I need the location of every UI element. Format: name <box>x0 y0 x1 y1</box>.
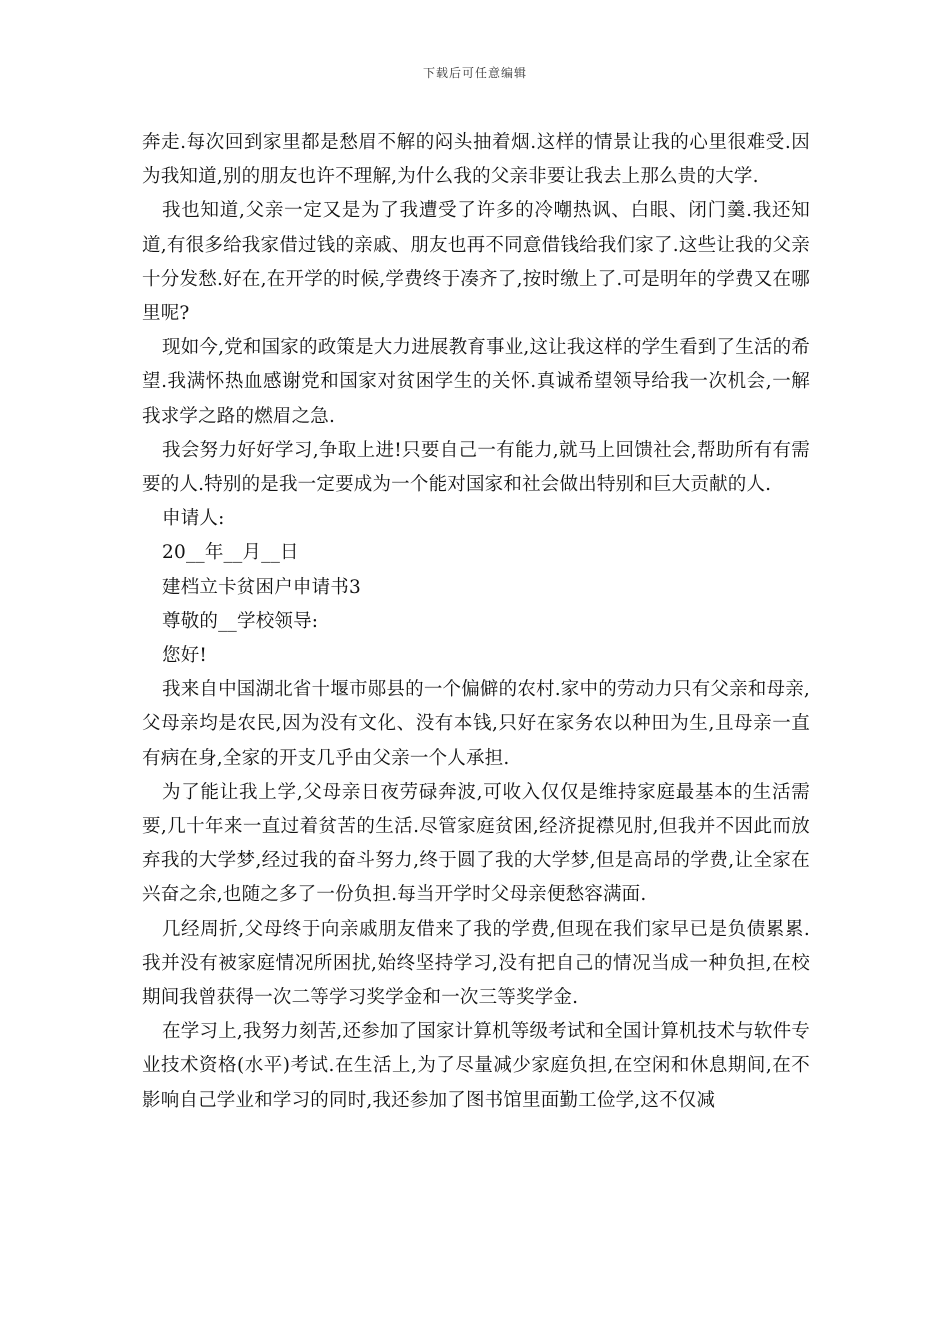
paragraph-policy-thanks: 现如今,党和国家的政策是大力进展教育事业,这让我这样的学生看到了生活的希望.我满怀热血感谢党和国家对贫困学生的关怀.真诚希望领导给我一次机会,一解我求学之路的燃眉之急. <box>142 337 810 427</box>
paragraph-continuation: 奔走.每次回到家里都是愁眉不解的闷头抽着烟.这样的情景让我的心里很难受.因为我知道,别的朋友也许不理解,为什么我的父亲非要让我去上那么贵的大学. <box>142 132 810 188</box>
paragraph-study-work: 在学习上,我努力刻苦,还参加了国家计算机等级考试和全国计算机技术与软件专业技术资格(水平)考试.在生活上,为了尽量减少家庭负担,在空闲和休息期间,在不影响自己学业和学习的同时,我还参加了图书馆里面勤工俭学,这不仅减 <box>142 1021 810 1111</box>
page-header: 下载后可任意编辑 <box>422 66 527 80</box>
salutation: 尊敬的__学校领导: <box>162 610 319 632</box>
date-line: 20__年__月__日 <box>162 542 299 564</box>
applicant-line: 申请人: <box>162 508 225 530</box>
paragraph-university-dream: 为了能让我上学,父母亲日夜劳碌奔波,可收入仅仅是维持家庭最基本的生活需要,几十年来一直过着贫苦的生活.尽管家庭贫困,经济捉襟见肘,但我并不因此而放弃我的大学梦,经过我的奋斗努力,终于圆了我的大学梦,但是高昂的学费,让全家在兴奋之余,也随之多了一份负担.每当开学时父母亲便愁容满面. <box>142 781 810 906</box>
paragraph-family-background: 我来自中国湖北省十堰市郧县的一个偏僻的农村.家中的劳动力只有父亲和母亲,父母亲均是农民,因为没有文化、没有本钱,只好在家务农以种田为生,且母亲一直有病在身,全家的开支几乎由父亲一个人承担. <box>142 679 810 769</box>
greeting: 您好! <box>162 645 208 667</box>
document-body <box>142 126 810 1118</box>
paragraph-debt-scholarship: 几经周折,父母终于向亲戚朋友借来了我的学费,但现在我们家早已是负债累累.我并没有被家庭情况所困扰,始终坚持学习,没有把自己的情况当成一种负担,在校期间我曾获得一次二等学习奖学金和一次三等奖学金. <box>142 918 810 1009</box>
paragraph-commitment: 我会努力好好学习,争取上进!只要自己一有能力,就马上回馈社会,帮助所有有需要的人.特别的是我一定要成为一个能对国家和社会做出特别和巨大贡献的人. <box>142 439 810 496</box>
paragraph-father-hardship: 我也知道,父亲一定又是为了我遭受了许多的冷嘲热讽、白眼、闭门羹.我还知道,有很多给我家借过钱的亲戚、朋友也再不同意借钱给我们家了.这些让我的父亲十分发愁.好在,在开学的时候,学费终于凑齐了,按时缴上了.可是明年的学费又在哪里呢? <box>142 200 810 325</box>
section-title: 建档立卡贫困户申请书3 <box>162 576 361 598</box>
